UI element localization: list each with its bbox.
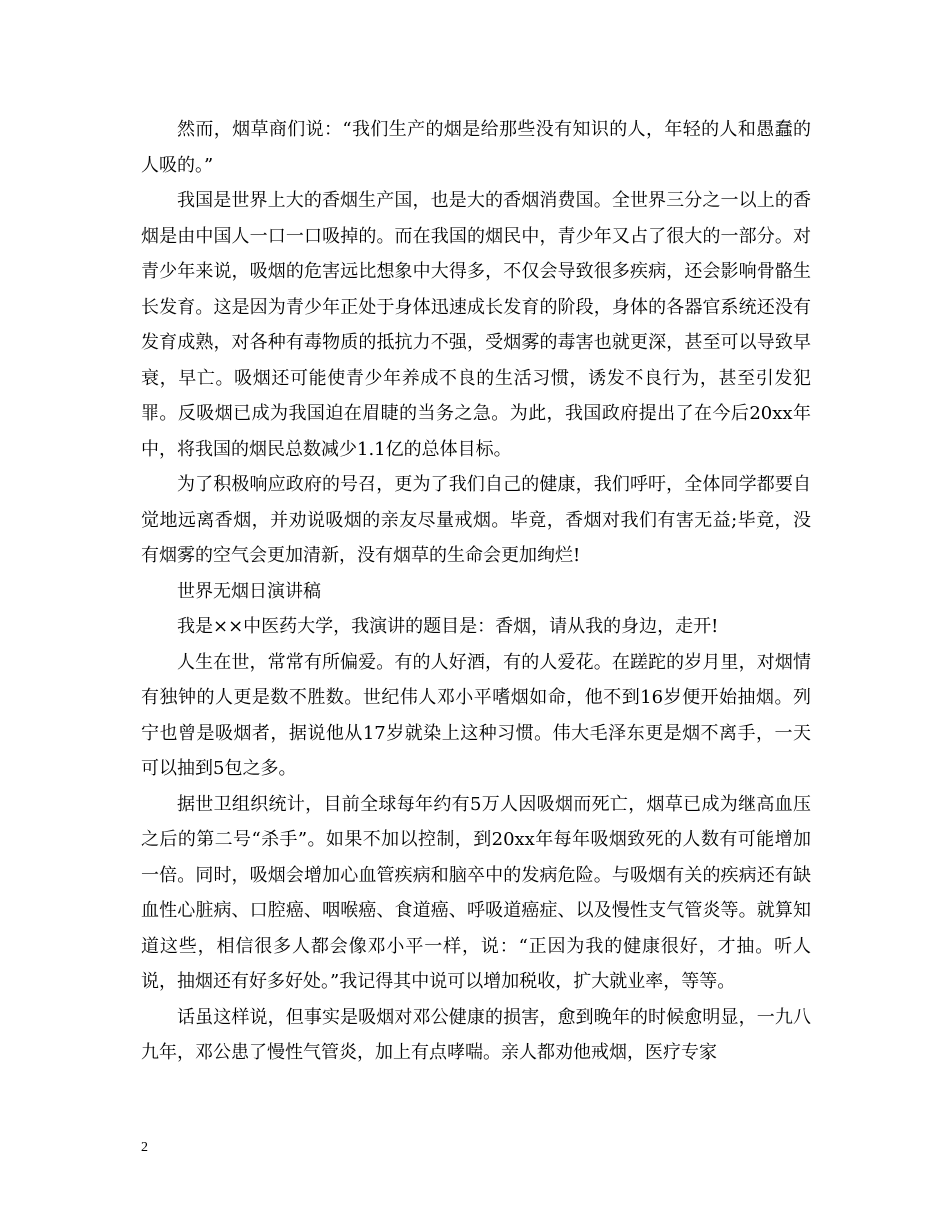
- paragraph: 人生在世，常常有所偏爱。有的人好酒，有的人爱花。在蹉跎的岁月里，对烟情有独钟的人更是数不胜数。世纪伟人邓小平嗜烟如命，他不到16岁便开始抽烟。列宁也曾是吸烟者，据说他从17岁就染上这种习惯。伟大毛泽东更是烟不离手，一天可以抽到5包之多。: [141, 651, 811, 779]
- paragraph: 据世卫组织统计，目前全球每年约有5万人因吸烟而死亡，烟草已成为继高血压之后的第二号“杀手”。如果不加以控制，到20xx年每年吸烟致死的人数有可能增加一倍。同时，吸烟会增加心血管疾病和脑卒中的发病危险。与吸烟有关的疾病还有缺血性心脏病、口腔癌、咽喉癌、食道癌、呼吸道癌症、以及慢性支气管炎等。就算知道这些，相信很多人都会像邓小平一样，说：“正因为我的健康很好，才抽。听人说，抽烟还有好多好处。”我记得其中说可以增加税收，扩大就业率，等等。: [141, 793, 811, 992]
- paragraph: 我是××中医药大学，我演讲的题目是：香烟，请从我的身边，走开!: [177, 616, 719, 637]
- section-heading: 世界无烟日演讲稿: [177, 580, 321, 602]
- paragraph: 话虽这样说，但事实是吸烟对邓公健康的损害，愈到晚年的时候愈明显，一九八九年，邓公患了慢性气管炎，加上有点哮喘。亲人都劝他戒烟，医疗专家: [141, 1006, 811, 1063]
- page-number: 2: [141, 1140, 148, 1155]
- paragraph: 为了积极响应政府的号召，更为了我们自己的健康，我们呼吁，全体同学都要自觉地远离香烟，并劝说吸烟的亲友尽量戒烟。毕竟，香烟对我们有害无益;毕竟，没有烟雾的空气会更加清新，没有烟草的生命会更加绚烂!: [141, 474, 811, 566]
- paragraph: 我国是世界上大的香烟生产国，也是大的香烟消费国。全世界三分之一以上的香烟是由中国人一口一口吸掉的。而在我国的烟民中，青少年又占了很大的一部分。对青少年来说，吸烟的危害远比想象中大得多，不仅会导致很多疾病，还会影响骨骼生长发育。这是因为青少年正处于身体迅速成长发育的阶段，身体的各器官系统还没有发育成熟，对各种有毒物质的抵抗力不强，受烟雾的毒害也就更深，甚至可以导致早衰，早亡。吸烟还可能使青少年养成不良的生活习惯，诱发不良行为，甚至引发犯罪。反吸烟已成为我国迫在眉睫的当务之急。为此，我国政府提出了在今后20xx年中，将我国的烟民总数减少1.1亿的总体目标。: [141, 190, 811, 460]
- body-text: [141, 112, 811, 1071]
- paragraph: 然而，烟草商们说：“我们生产的烟是给那些没有知识的人，年轻的人和愚蠢的人吸的。”: [141, 119, 811, 176]
